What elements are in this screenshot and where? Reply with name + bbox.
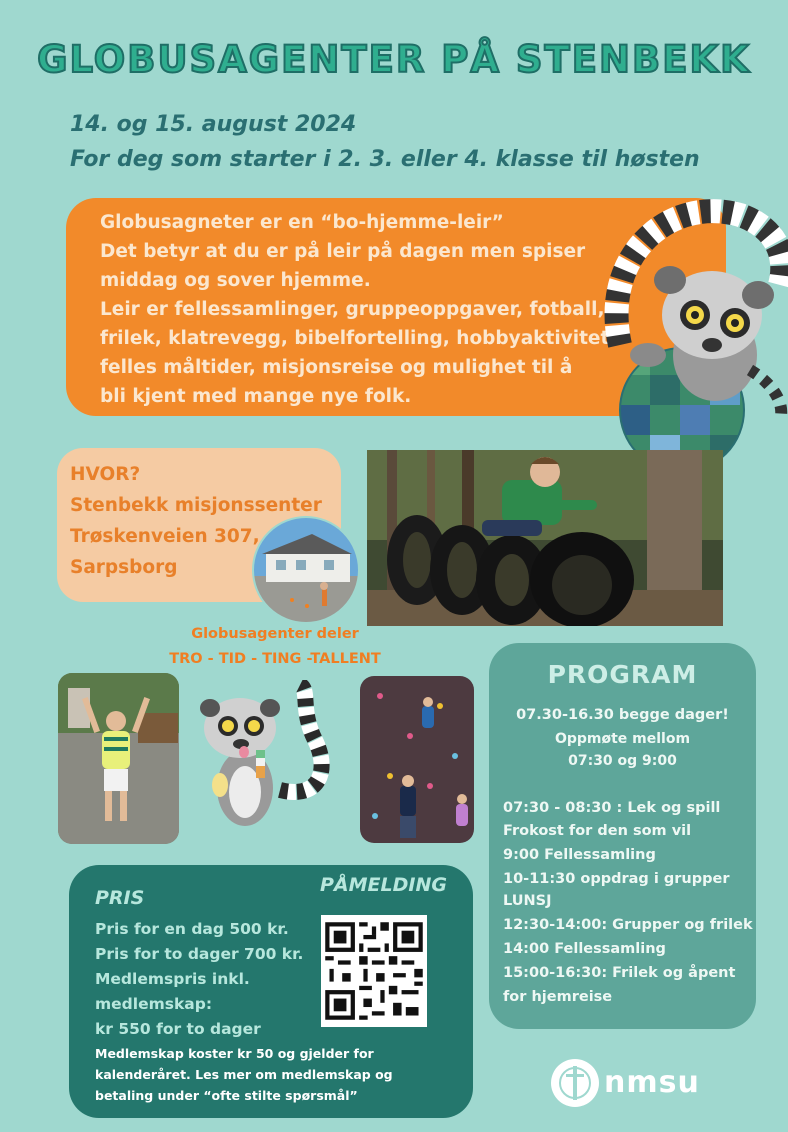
price-line: medlemskap: <box>95 995 213 1013</box>
intro-line: Globusagneter er en “bo-hjemme-leir” <box>100 212 504 233</box>
location-line: Stenbekk misjonssenter <box>70 495 322 516</box>
camp-building-photo <box>252 516 360 624</box>
schedule-item: 12:30-14:00: Grupper og frilek <box>503 917 753 933</box>
price-title: PRIS <box>95 887 145 909</box>
date-line: 14. og 15. august 2024 <box>70 112 357 137</box>
logo-text: nmsu <box>604 1065 700 1100</box>
lemur-globe-icon <box>590 195 788 475</box>
qr-code-icon[interactable] <box>321 915 427 1027</box>
motto-line-1: Globusagenter deler <box>191 626 359 642</box>
program-arrival: Oppmøte mellom <box>554 731 691 747</box>
schedule-item: 14:00 Fellessamling <box>503 941 666 957</box>
location-line: Trøskenveien 307, <box>70 526 260 547</box>
price-line: Pris for en dag 500 kr. <box>95 920 289 938</box>
intro-line: bli kjent med mange nye folk. <box>100 386 412 407</box>
schedule-item: 07:30 - 08:30 : Lek og spill <box>503 800 721 816</box>
schedule-item: for hjemreise <box>503 989 613 1005</box>
membership-note: betaling under “ofte stilte spørsmål” <box>95 1088 358 1103</box>
nmsu-logo-icon <box>550 1058 600 1108</box>
price-line: kr 550 for to dager <box>95 1020 261 1038</box>
intro-line: Det betyr at du er på leir på dagen men spiser <box>100 241 586 262</box>
intro-line: middag og sover hjemme. <box>100 270 371 291</box>
membership-note: kalenderåret. Les mer om medlemskap og <box>95 1067 393 1082</box>
location-line: Sarpsborg <box>70 557 178 578</box>
intro-line: frilek, klatrevegg, bibelfortelling, hobbyaktivitet <box>100 328 610 349</box>
boy-cheering-photo <box>58 673 179 844</box>
intro-text <box>100 208 620 411</box>
lemur-icecream-icon <box>200 680 332 830</box>
price-line: Pris for to dager 700 kr. <box>95 945 304 963</box>
schedule-item: 15:00-16:30: Frilek og åpent <box>503 965 736 981</box>
location-heading: HVOR? <box>70 464 141 485</box>
price-line: Medlemspris inkl. <box>95 970 250 988</box>
climbing-wall-photo <box>360 676 474 843</box>
audience-line: For deg som starter i 2. 3. eller 4. klasse til høsten <box>70 147 700 172</box>
schedule-item: LUNSJ <box>503 893 552 909</box>
intro-line: Leir er fellessamlinger, gruppeoppgaver, fotball, <box>100 299 605 320</box>
tire-climbing-photo <box>367 450 723 626</box>
schedule-item: Frokost for den som vil <box>503 823 692 839</box>
motto-line-2: TRO - TID - TING -TALLENT <box>169 651 381 667</box>
schedule-item: 10-11:30 oppdrag i grupper <box>503 871 730 887</box>
program-title: PROGRAM <box>547 660 698 689</box>
poster-title: GLOBUSAGENTER PÅ STENBEKK <box>37 38 751 81</box>
schedule-item: 9:00 Fellessamling <box>503 847 656 863</box>
membership-note: Medlemskap koster kr 50 og gjelder for <box>95 1046 374 1061</box>
program-arrival-time: 07:30 og 9:00 <box>568 753 677 769</box>
program-hours: 07.30-16.30 begge dager! <box>516 707 729 723</box>
signup-title: PÅMELDING <box>320 874 447 896</box>
intro-line: felles måltider, misjonsreise og mulighet til å <box>100 357 573 378</box>
